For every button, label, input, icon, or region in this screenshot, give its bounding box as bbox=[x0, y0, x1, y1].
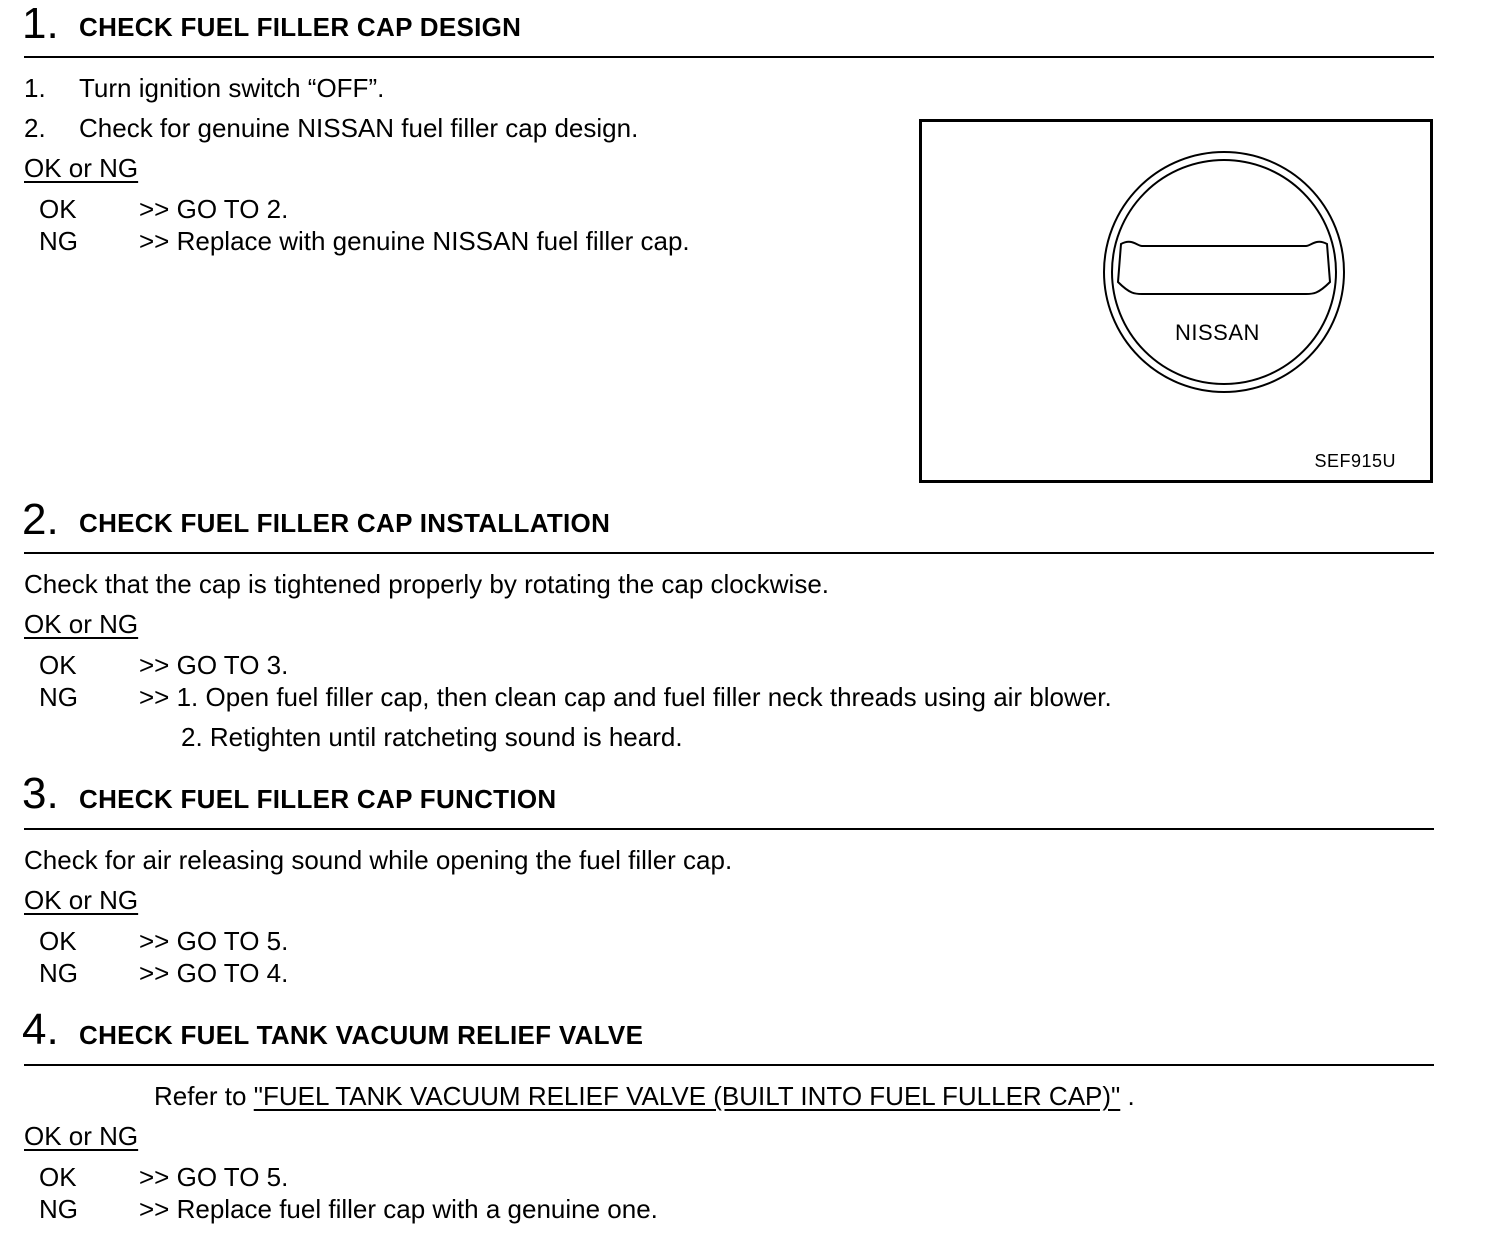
section-2-okng-heading: OK or NG bbox=[24, 609, 139, 639]
section-2-ok-result: >> GO TO 3. bbox=[139, 650, 289, 680]
section-2-ng-label: NG bbox=[39, 682, 78, 712]
section-3-text: Check for air releasing sound while opening the fuel filler cap. bbox=[24, 845, 733, 875]
vacuum-relief-valve-link[interactable]: "FUEL TANK VACUUM RELIEF VALVE (BUILT INTO FUEL FULLER CAP)" bbox=[253, 1081, 1121, 1111]
cap-brand-label: NISSAN bbox=[1175, 320, 1260, 345]
section-4-ng-result: >> Replace fuel filler cap with a genuine one. bbox=[139, 1194, 658, 1224]
section-4-ok-label: OK bbox=[39, 1162, 77, 1192]
section-4-okng-heading: OK or NG bbox=[24, 1121, 139, 1151]
section-1-number: 1. bbox=[22, 0, 59, 48]
section-2-ok-label: OK bbox=[39, 650, 77, 680]
section-3-divider bbox=[24, 828, 1434, 830]
section-3-okng-heading: OK or NG bbox=[24, 885, 139, 915]
section-1-okng-heading: OK or NG bbox=[24, 153, 139, 183]
refer-suffix: . bbox=[1127, 1081, 1135, 1111]
figure-code: SEF915U bbox=[1314, 451, 1396, 471]
fuel-cap-figure bbox=[919, 119, 1433, 483]
section-1-ok-result: >> GO TO 2. bbox=[139, 194, 289, 224]
section-3-number: 3. bbox=[22, 769, 59, 818]
section-4-title: CHECK FUEL TANK VACUUM RELIEF VALVE bbox=[79, 1020, 644, 1050]
section-2-divider bbox=[24, 552, 1434, 554]
section-4-number: 4. bbox=[22, 1005, 59, 1054]
section-3-ok-result: >> GO TO 5. bbox=[139, 926, 289, 956]
section-3-ng-result: >> GO TO 4. bbox=[139, 958, 289, 988]
section-4-refer-line bbox=[154, 1081, 1135, 1112]
section-2-ng-result-step-2: 2. Retighten until ratcheting sound is heard. bbox=[181, 722, 683, 752]
section-3-ok-label: OK bbox=[39, 926, 77, 956]
section-2-number: 2. bbox=[22, 495, 59, 544]
section-4-divider bbox=[24, 1064, 1434, 1066]
section-2-title: CHECK FUEL FILLER CAP INSTALLATION bbox=[79, 508, 611, 538]
section-1-divider bbox=[24, 56, 1434, 58]
step-2-text: Check for genuine NISSAN fuel filler cap design. bbox=[79, 113, 639, 143]
section-1-ok-label: OK bbox=[39, 194, 77, 224]
step-2-number: 2. bbox=[24, 113, 46, 143]
section-2-ng-result: >> 1. Open fuel filler cap, then clean cap and fuel filler neck threads using air blower. bbox=[139, 682, 1112, 712]
section-1-ng-result: >> Replace with genuine NISSAN fuel filler cap. bbox=[139, 226, 690, 256]
fuel-cap-illustration bbox=[922, 122, 1430, 480]
section-4-ok-result: >> GO TO 5. bbox=[139, 1162, 289, 1192]
section-1-title: CHECK FUEL FILLER CAP DESIGN bbox=[79, 12, 522, 42]
step-1-number: 1. bbox=[24, 73, 46, 103]
section-3-title: CHECK FUEL FILLER CAP FUNCTION bbox=[79, 784, 557, 814]
section-3-ng-label: NG bbox=[39, 958, 78, 988]
section-1-ng-label: NG bbox=[39, 226, 78, 256]
step-1-text: Turn ignition switch “OFF”. bbox=[79, 73, 385, 103]
section-4-ng-label: NG bbox=[39, 1194, 78, 1224]
section-2-text: Check that the cap is tightened properly by rotating the cap clockwise. bbox=[24, 569, 829, 599]
refer-prefix: Refer to bbox=[154, 1081, 247, 1111]
